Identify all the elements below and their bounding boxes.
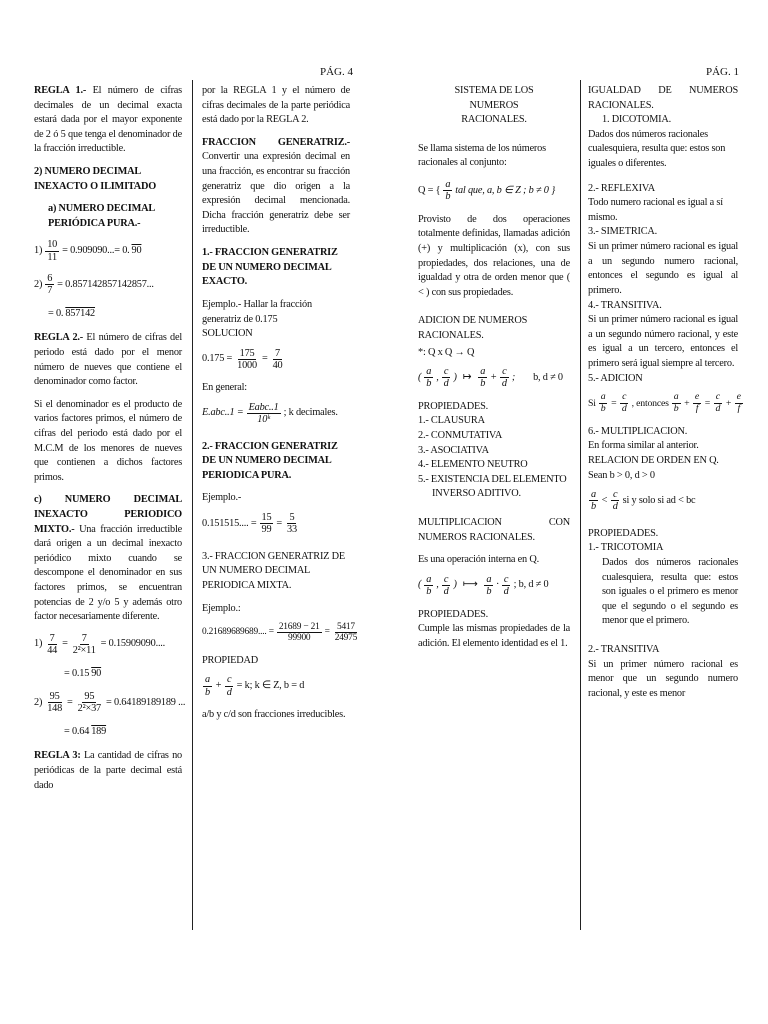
numerator: 95	[84, 691, 95, 703]
column-divider	[192, 80, 193, 930]
simetrica-title: 3.- SIMETRICA.	[588, 226, 657, 238]
formula-note: = k; k ∈ Z, b = d	[236, 679, 305, 691]
period-digits: 189	[91, 725, 107, 737]
denominator: 11	[47, 251, 57, 263]
fg-title: FRACCION GENERATRIZ.-	[202, 136, 350, 148]
f1-example: Ejemplo.- Hallar la fracción generatriz de 0.175	[202, 298, 312, 325]
propiedades-title: PROPIEDADES.	[418, 400, 488, 412]
f1-title: 1.- FRACCION GENERATRIZ DE UN NUMERO DECIMAL EXACTO.	[202, 247, 338, 288]
regla-3-text: La cantidad de cifras no periódicas de la parte decimal está dado	[34, 750, 182, 791]
propiedad-title: PROPIEDAD	[202, 654, 258, 666]
denominator: 99900	[287, 633, 311, 644]
section-title: IGUALDAD DE NUMEROS RACIONALES.	[588, 85, 738, 111]
numerator: 15	[261, 512, 272, 524]
example-3-result	[34, 667, 182, 682]
column-3	[418, 84, 570, 651]
formula-lead: 0.151515.... =	[202, 517, 257, 529]
column-2	[202, 84, 358, 723]
page-number-left: PÁG. 4	[320, 66, 354, 78]
numerator: 7	[275, 347, 280, 359]
period-digits: 857142	[65, 307, 96, 319]
orden-condition: Sean b > 0, d > 0	[588, 469, 655, 481]
numerator: a	[205, 674, 210, 686]
regla-2-title: REGLA 2.-	[34, 332, 84, 344]
regla-2	[34, 331, 182, 389]
example-label: 2)	[34, 696, 43, 708]
denominator: b	[205, 686, 210, 698]
example-4: 2) $\frac{95}{148}$ = $\frac{95}{\text{2²×37}}$ = 0.64189189189 ...	[34, 691, 186, 715]
denominator: 24975	[334, 633, 358, 644]
numerator: 5417	[336, 622, 355, 633]
numerator: 6	[47, 273, 53, 285]
decimal-expansion: = 0.909090...= 0.	[62, 244, 130, 256]
numerator: a	[445, 179, 451, 191]
denominator: 2²×37	[77, 703, 101, 715]
transitiva-title: 2.- TRANSITIVA	[588, 644, 660, 656]
formula-lead: 0.175 =	[202, 353, 233, 365]
decimal-expansion: = 0.15	[64, 667, 90, 679]
propiedades-list	[418, 414, 570, 502]
general-label: En general:	[202, 382, 247, 394]
example-1	[34, 239, 182, 263]
adicion-formula: ( $\frac{a}{b}$ , $\frac{c}{d}$ ) ↦ $\frac{a}{b}$ + $\frac{c}{d}$ ; b, d ≠ 0	[418, 366, 563, 390]
decimal-expansion: = 0.	[48, 307, 64, 319]
f2-formula: 0.151515.... = $\frac{15}{99}$ = $\frac{5}{33}$	[202, 512, 297, 536]
section-2c	[34, 493, 182, 624]
f2-title: 2.- FRACCION GENERATRIZ DE UN NUMERO DECIMAL PERIODICA PURA.	[202, 440, 338, 481]
period-digits: 90	[91, 667, 102, 679]
regla-3-title: REGLA 3:	[34, 750, 81, 762]
numerator: 7	[81, 632, 87, 644]
section-2c-title: c) NUMERO DECIMAL INEXACTO PERIODICO MIXTO.-	[34, 494, 182, 535]
page-number-right: PÁG. 1	[706, 66, 740, 78]
multiplicacion-title: 6.- MULTIPLICACION.	[588, 425, 688, 437]
formula-condition: ; b, d ≠ 0	[513, 579, 549, 591]
list-item: 2.- CONMUTATIVA	[418, 430, 503, 441]
example-3: 1) $\frac{7}{44}$ = $\frac{7}{\text{2²×11}}$ = 0.15909090....	[34, 632, 166, 657]
simetrica-text: Si un primer número racional es igual a un segundo numero racional, entonces el segundo es igual al primero.	[588, 241, 738, 296]
regla-3	[34, 749, 182, 793]
decimal-expansion: = 0.64	[64, 725, 90, 737]
multiplicacion-title: MULTIPLICACION CON NUMEROS RACIONALES.	[418, 517, 570, 543]
formula-lead: E.abc..1 =	[202, 407, 244, 419]
formula-note: si y solo si ad < bc	[622, 494, 696, 506]
multiplicacion-formula: ( $\frac{a}{b}$ , $\frac{c}{d}$ ) ⟼ $\frac{a}{b}$ · $\frac{c}{d}$ ; b, d ≠ 0	[418, 573, 549, 598]
propiedad-formula: $\frac{a}{b}$ + $\frac{c}{d}$ = k; k ∈ Z, b = d	[205, 674, 305, 698]
general-formula	[202, 402, 350, 426]
regla-2-text: El número de cifras del periodo está dado por el menor número de nueves que contiene el denominador como factor.	[34, 332, 183, 388]
transitiva-text: Si un primer número racional es igual a un segundo número racional, y este es igual a un tercero, entonces el primero será igual siempre al tercero.	[588, 314, 738, 369]
section-2c-text: Una fracción irreductible dará origen a un decimal inexacto periódico mixto cuando se descompone el denominador en sus factores primos, se encuentran potencias de 2 y/o 5 y además otro factor necesariamente diferente.	[34, 523, 182, 623]
list-item: 4.- ELEMENTO NEUTRO	[418, 459, 528, 471]
numerator: 5	[289, 512, 295, 524]
reflexiva-title: 2.- REFLEXIVA	[588, 182, 655, 194]
propiedad-text: a/b y c/d son fracciones irreducibles.	[202, 709, 346, 721]
decimal-expansion: = 0.64189189189 ...	[106, 696, 186, 708]
numerator: 10	[47, 239, 58, 251]
denominator: 40	[272, 360, 283, 372]
orden-title: RELACION DE ORDEN EN Q.	[588, 454, 719, 466]
section-2-title: 2) NUMERO DECIMAL INEXACTO O ILIMITADO	[34, 166, 157, 192]
propiedades-title: PROPIEDADES.	[588, 527, 658, 539]
f3-example: Ejemplo.:	[202, 602, 241, 614]
regla-2-text-2: Si el denominador es el producto de varios factores primos, el número de cifras del periodo está dado por el M.C.M de los menores de nueves que contienen a dichos factores primos.	[34, 398, 182, 483]
adicion-title: ADICION DE NUMEROS RACIONALES.	[418, 315, 528, 341]
denominator: 33	[287, 524, 297, 536]
formula-connector: , entonces	[631, 397, 669, 409]
multiplicacion-text: Es una operación interna en Q.	[418, 554, 539, 566]
numerator: 21689 − 21	[278, 622, 320, 633]
list-item: 1.- CLAUSURA	[418, 415, 485, 427]
propiedades-text: Cumple las mismas propiedades de la adición. El elemento identidad es el 1.	[418, 623, 570, 649]
f2-example: Ejemplo.-	[202, 492, 242, 504]
adicion-mapping: *: Q x Q → Q	[418, 346, 475, 358]
f3-title: 3.- FRACCION GENERATRIZ DE UN NUMERO DECIMAL PERIODICA MIXTA.	[202, 550, 345, 591]
formula-lead: Q = {	[418, 184, 441, 196]
column-divider	[580, 80, 581, 930]
fraccion-generatriz	[202, 136, 350, 238]
transitiva-title: 4.- TRANSITIVA.	[588, 299, 662, 311]
regla-1	[34, 84, 182, 157]
regla-1-title: REGLA 1.-	[34, 85, 87, 96]
example-label: 1)	[34, 638, 43, 650]
reflexiva-text: Todo numero racional es igual a sí mismo.	[588, 197, 723, 223]
example-label: 2)	[34, 278, 43, 290]
f1-formula: 0.175 = $\frac{175}{1000}$ = $\frac{7}{40}$	[202, 347, 283, 372]
intro-text: por la REGLA 1 y el número de cifras decimales de la parte periódica está dado por la REGLA 2.	[202, 85, 350, 126]
denominator: 10ᵏ	[257, 414, 270, 426]
denominator: 1000	[237, 360, 257, 372]
orden-formula: $\frac{a}{b}$ < $\frac{c}{d}$ si y solo si ad < bc	[591, 489, 696, 513]
example-2-result	[34, 307, 182, 322]
dicotomia-title: 1. DICOTOMIA.	[602, 114, 672, 126]
column-1	[34, 84, 186, 801]
denominator: 148	[47, 703, 63, 715]
set-definition	[418, 179, 570, 203]
numerator: Eabc..1	[248, 401, 279, 413]
adicion-formula: Si $\frac{a}{b}$ = $\frac{c}{d}$ , entonces $\frac{a}{b}$ + $\frac{e}{f}$ = $\frac{c}{d}$ + $\frac{e}{f}$	[588, 391, 741, 414]
formula-lead: 0.21689689689.... =	[202, 627, 274, 638]
denominator: 44	[47, 645, 58, 657]
f3-formula: 0.21689689689.... = $\frac{21689 - 21}{99900}$ = $\frac{5417}{24975}$	[202, 622, 358, 644]
denominator: 7	[47, 285, 53, 297]
denominator: d	[226, 686, 232, 698]
decimal-expansion: = 0.857142857142857...	[57, 278, 154, 290]
formula-lead: Si	[588, 397, 596, 409]
tricotomia-title: 1.- TRICOTOMIA	[588, 542, 664, 554]
numerator: 175	[239, 347, 255, 359]
example-label: 1)	[34, 244, 43, 256]
fg-text: Convertir una expresión decimal en una fracción, es encontrar su fracción generatriz que dio origen a la expresión decimal mencionada. Dicha fracción generatriz debe ser irreductible.	[202, 151, 350, 236]
tricotomia-text: Dados dos números racionales cualesquiera, resulta que: estos son iguales o el primero es menor que el segundo o el segundo es menor que el primero.	[602, 557, 738, 627]
adicion-title: 5.- ADICION	[588, 372, 643, 384]
section-2a-title: a) NUMERO DECIMAL PERIÓDICA PURA.-	[48, 203, 155, 229]
list-item: 5.- EXISTENCIA DEL ELEMENTO	[418, 473, 567, 485]
section-title: SISTEMA DE LOS NUMEROS RACIONALES.	[454, 85, 534, 126]
numerator: c	[226, 674, 232, 686]
transitiva-text: Si un primer número racional es menor que un segundo numero racional, y este es menor	[588, 658, 738, 699]
formula-condition: b, d ≠ 0	[533, 371, 563, 383]
list-item: INVERSO ADITIVO.	[432, 488, 521, 500]
numerator: 95	[49, 691, 60, 703]
period-digits: 90	[131, 244, 142, 256]
solucion-label: SOLUCION	[202, 328, 253, 340]
denominator: 99	[261, 524, 272, 536]
intro-text: Se llama sistema de los números racionales al conjunto:	[418, 142, 546, 169]
decimal-expansion: = 0.15909090....	[100, 638, 166, 650]
formula-note: ; k decimales.	[283, 407, 338, 419]
example-4-result	[34, 725, 182, 740]
list-item: 3.- ASOCIATIVA	[418, 444, 489, 456]
example-2	[34, 273, 182, 297]
propiedades-title: PROPIEDADES.	[418, 608, 488, 620]
regla-1-text: El número de cifras decimales de un decimal exacta estará dada por el mayor exponente de 2 ó 5 que tenga el denominador de la fracción irreductible.	[34, 85, 182, 155]
multiplicacion-text: En forma similar al anterior.	[588, 440, 699, 452]
dicotomia-text: Dados dos números racionales cualesquiera, resulta que: estos son iguales o diferentes.	[588, 128, 726, 170]
denominator: 2²×11	[72, 645, 96, 657]
description: Provisto de dos operaciones totalmente definidas, llamadas adición (+) y multiplicación (x), con sus propiedades, dos relaciones, una de igualdad y otra de orden menor que ( < ) con sus propiedades.	[418, 213, 570, 298]
denominator: b	[445, 191, 451, 203]
column-4	[588, 84, 741, 701]
numerator: 7	[49, 632, 55, 644]
set-condition: tal que, a, b ∈ Z ; b ≠ 0 }	[455, 184, 556, 196]
